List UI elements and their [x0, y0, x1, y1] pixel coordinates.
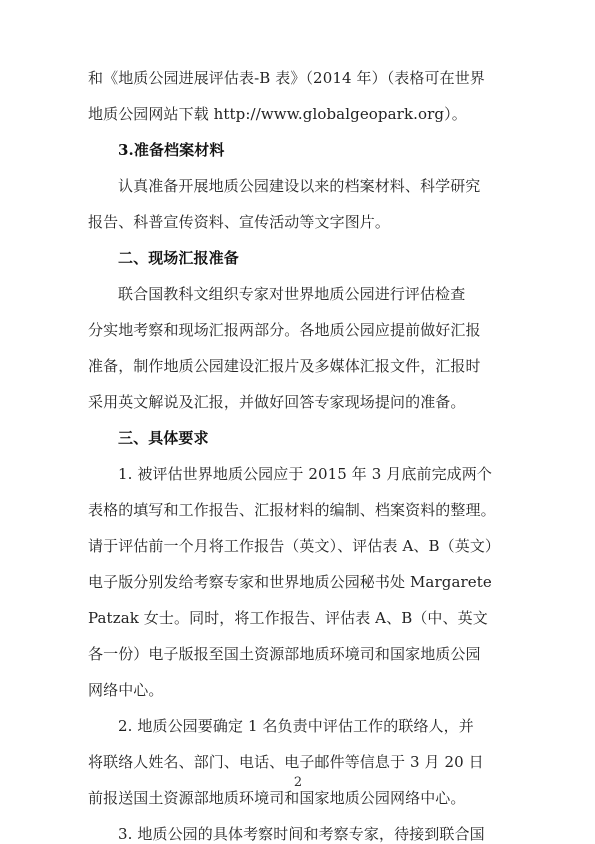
requirement-1-line-1: 1. 被评估世界地质公园应于 2015 年 3 月底前完成两个 [118, 465, 492, 483]
requirement-1-line-4: 电子版分别发给考察专家和世界地质公园秘书处 Margarete [88, 573, 492, 591]
requirement-2-line-1: 2. 地质公园要确定 1 名负责中评估工作的联络人，并 [118, 717, 474, 735]
part2-body-line-3: 准备，制作地质公园建设汇报片及多媒体汇报文件，汇报时 [88, 357, 481, 375]
requirement-2-line-2: 将联络人姓名、部门、电话、电子邮件等信息于 3 月 20 日 [88, 753, 484, 771]
requirement-1-line-3: 请于评估前一个月将工作报告（英文）、评估表 A、B（英文） [88, 537, 501, 555]
page-number: 2 [293, 775, 303, 790]
continuation-line-1: 和《地质公园进展评估表-B 表》（2014 年）（表格可在世界 [88, 69, 485, 87]
section3-body-line-2: 报告、科普宣传资料、宣传活动等文字图片。 [88, 213, 391, 231]
part2-heading: 二、现场汇报准备 [118, 249, 239, 267]
requirement-1-line-2: 表格的填写和工作报告、汇报材料的编制、档案资料的整理。 [88, 501, 496, 519]
requirement-3-line-1: 3. 地质公园的具体考察时间和考察专家，待接到联合国 [118, 825, 485, 843]
section3-heading: 3.准备档案材料 [118, 141, 225, 159]
requirement-1-line-7: 网络中心。 [88, 681, 164, 699]
continuation-line-2: 地质公园网站下载 http://www.globalgeopark.org）。 [88, 105, 467, 123]
section3-body-line-1: 认真准备开展地质公园建设以来的档案材料、科学研究 [118, 177, 481, 195]
part2-body-line-4: 采用英文解说及汇报，并做好回答专家现场提问的准备。 [88, 393, 466, 411]
requirement-2-line-3: 前报送国土资源部地质环境司和国家地质公园网络中心。 [88, 789, 466, 807]
part2-body-line-1: 联合国教科文组织专家对世界地质公园进行评估检查 [118, 285, 466, 303]
part3-heading: 三、具体要求 [118, 429, 209, 447]
requirement-1-line-5: Patzak 女士。同时，将工作报告、评估表 A、B（中、英文 [88, 609, 488, 627]
requirement-1-line-6: 各一份）电子版报至国土资源部地质环境司和国家地质公园 [88, 645, 481, 663]
part2-body-line-2: 分实地考察和现场汇报两部分。各地质公园应提前做好汇报 [88, 321, 481, 339]
